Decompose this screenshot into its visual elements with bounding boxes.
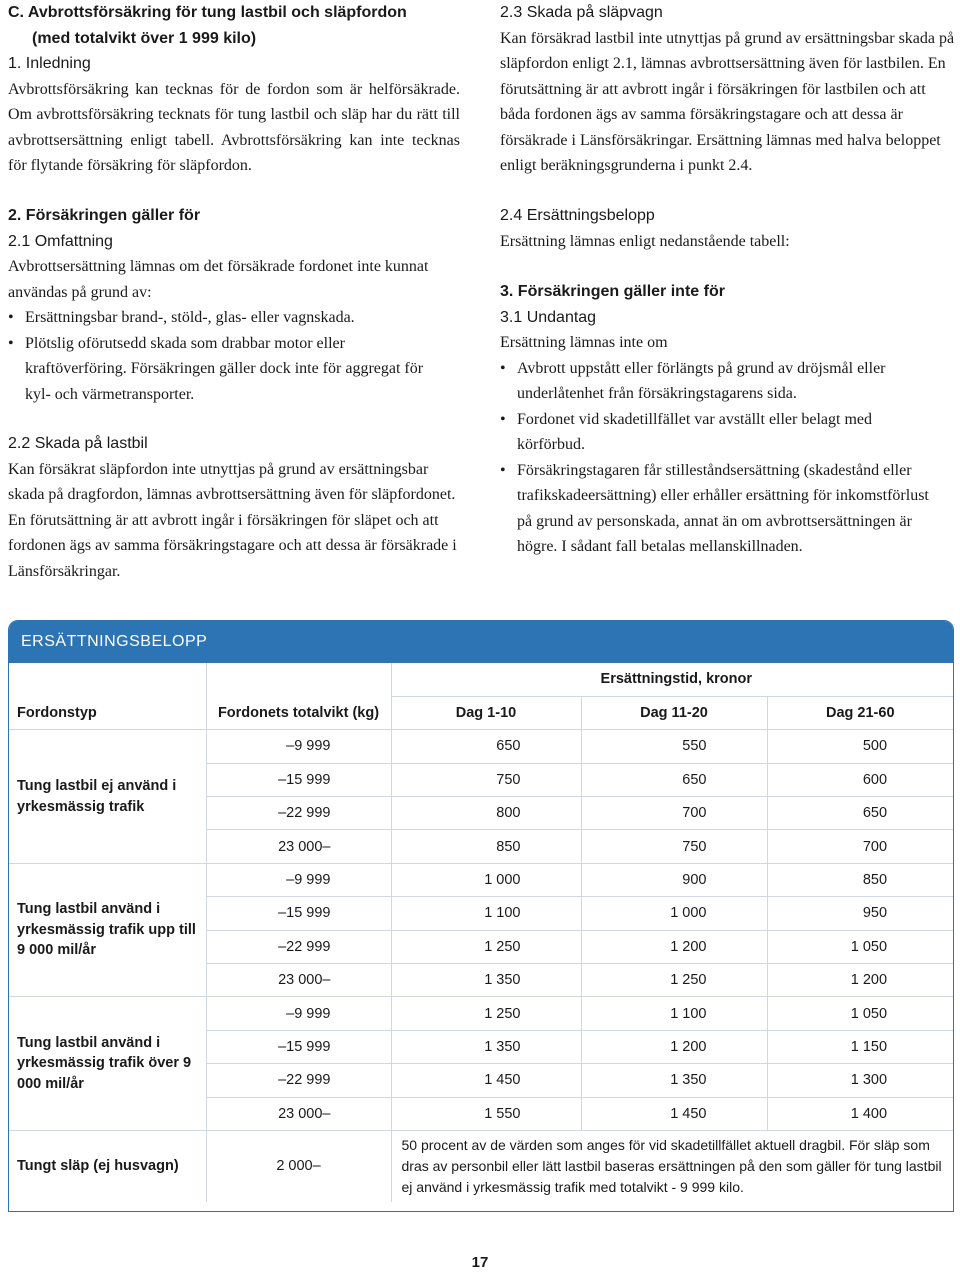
- section-2-3: [500, 0, 955, 179]
- section-2-2-title: 2.2 Skada på lastbil: [8, 435, 148, 452]
- table-row: Tung lastbil ej använd i yrkesmässig trafik –9 999 650 550 500: [9, 730, 953, 763]
- table-row: –15 999 750 650 600: [9, 763, 953, 796]
- section-2-3-title: 2.3 Skada på släpvagn: [500, 4, 663, 21]
- table-row: 23 000– 850 750 700: [9, 830, 953, 863]
- table-row: Tung lastbil använd i yrkesmässig trafik upp till 9 000 mil/år –9 999 1 000 900 850: [9, 863, 953, 896]
- compensation-table: [9, 663, 953, 1202]
- section-2-1-bullets: [8, 305, 448, 407]
- section-2-1-title: 2.1 Omfattning: [8, 232, 113, 250]
- table-row: –15 999 1 350 1 200 1 150: [9, 1030, 953, 1063]
- table-row: [9, 1130, 953, 1202]
- heading-c-subtitle: (med totalvikt över 1 999 kilo): [32, 29, 257, 47]
- list-item: • Plötslig oförutsedd skada som drabbar motor eller kraftöverföring. Försäkringen gäller dock inte för aggregat för kyl- och värmetransporter.: [8, 331, 448, 408]
- header-total-weight: Fordonets totalvikt (kg): [206, 696, 391, 729]
- table-row: –22 999 1 250 1 200 1 050: [9, 930, 953, 963]
- section-3: [500, 279, 955, 560]
- table-header-row: [9, 696, 953, 729]
- section-1-title: 1. Inledning: [8, 55, 91, 72]
- list-item: • Försäkringstagaren får stilleståndsersättning (skadestånd eller trafikskadeersättning) eller erhåller ersättning för inkomstförlust på grund av personskada, annat än om avbrottsersättningen är högre. I sådant fall betalas mellanskillnaden.: [500, 458, 940, 560]
- list-item: • Avbrott uppstått eller förlängts på grund av dröjsmål eller underlåtenhet från försäkringstagarens sida.: [500, 356, 940, 407]
- weight-cell: 2 000–: [206, 1130, 391, 1202]
- header-day-11-20: Dag 11-20: [581, 696, 767, 729]
- table-row: –15 999 1 100 1 000 950: [9, 897, 953, 930]
- section-2-4-text: Ersättning lämnas enligt nedanstående tabell:: [500, 232, 790, 250]
- table-row: 23 000– 1 350 1 250 1 200: [9, 964, 953, 997]
- section-2: [8, 203, 468, 407]
- section-2-title: 2. Försäkringen gäller för: [8, 207, 201, 224]
- page-number: 17: [471, 1254, 489, 1271]
- section-3-title: 3. Försäkringen gäller inte för: [500, 283, 725, 300]
- table-row: –22 999 1 450 1 350 1 300: [9, 1064, 953, 1097]
- section-2-4-title: 2.4 Ersättningsbelopp: [500, 207, 655, 224]
- compensation-table-panel: [8, 620, 954, 1212]
- vehicle-type-cell: Tungt släp (ej husvagn): [9, 1130, 206, 1202]
- trailer-note: 50 procent av de värden som anges för vid skadetillfället aktuell dragbil. För släp som dras av personbil eller lätt lastbil baseras ersättningen på den som gäller för tung lastbil ej använd i yrkesmässig trafik med totalvikt - 9 999 kilo.: [401, 1136, 942, 1195]
- section-1-text: Avbrottsförsäkring kan tecknas för de fordon som är helförsäkrade. Om avbrottsförsäkring tecknats för tung lastbil och släp har du rätt till avbrottsersättning enligt tabell. Avbrottsförsäkring kan inte tecknas för flytande försäkring för släpfordon.: [8, 80, 460, 174]
- heading-c: C. Avbrottsförsäkring för tung lastbil och släpfordon: [8, 4, 407, 21]
- section-3-1-bullets: [500, 356, 940, 560]
- vehicle-type-cell: Tung lastbil ej använd i yrkesmässig trafik: [9, 730, 206, 864]
- header-vehicle-type: Fordonstyp: [9, 696, 206, 729]
- panel-title: ERSÄTTNINGSBELOPP: [9, 621, 953, 663]
- header-day-21-60: Dag 21-60: [767, 696, 953, 729]
- table-group-header-row: [9, 663, 953, 696]
- vehicle-type-cell: Tung lastbil använd i yrkesmässig trafik över 9 000 mil/år: [9, 997, 206, 1131]
- group-header: Ersättningstid, kronor: [391, 663, 953, 696]
- section-1: [8, 51, 468, 179]
- section-2-2-text: Kan försäkrat släpfordon inte utnyttjas på grund av ersättningsbar skada på dragfordon, lämnas avbrottsersättning även för släpfordonet. En förutsättning är att avbrott ingår i försäkringen för släpet och att fordonen ägs av samma försäkringstagare och att dessa är försäkrade i Länsförsäkringar.: [8, 460, 457, 580]
- table-row: –22 999 800 700 650: [9, 797, 953, 830]
- section-2-4: [500, 203, 955, 254]
- list-item: • Ersättningsbar brand-, stöld-, glas- eller vagnskada.: [8, 305, 448, 331]
- section-2-3-text: Kan försäkrad lastbil inte utnyttjas på grund av ersättningsbar skada på släpfordon enligt 2.1, lämnas avbrottsersättning även för lastbilen. En förutsättning är att avbrott ingår i försäkringen för lastbilen och att båda fordonen ägs av samma försäkringstagare och att dessa är försäkrade i Länsförsäkringar. Ersättning lämnas med halva beloppet enligt beräkningsgrunderna i punkt 2.4.: [500, 29, 955, 174]
- section-3-1-title: 3.1 Undantag: [500, 308, 597, 326]
- section-2-2: [8, 431, 468, 584]
- table-row: 23 000– 1 550 1 450 1 400: [9, 1097, 953, 1130]
- table-row: Tung lastbil använd i yrkesmässig trafik över 9 000 mil/år –9 999 1 250 1 100 1 050: [9, 997, 953, 1030]
- section-2-1-text: Avbrottsersättning lämnas om det försäkrade fordonet inte kunnat användas på grund av:: [8, 258, 429, 301]
- section-c-heading: [8, 0, 468, 51]
- header-day-1-10: Dag 1-10: [391, 696, 581, 729]
- vehicle-type-cell: Tung lastbil använd i yrkesmässig trafik upp till 9 000 mil/år: [9, 863, 206, 997]
- list-item: • Fordonet vid skadetillfället var avställt eller belagt med körförbud.: [500, 407, 940, 458]
- section-3-1-text: Ersättning lämnas inte om: [500, 334, 668, 351]
